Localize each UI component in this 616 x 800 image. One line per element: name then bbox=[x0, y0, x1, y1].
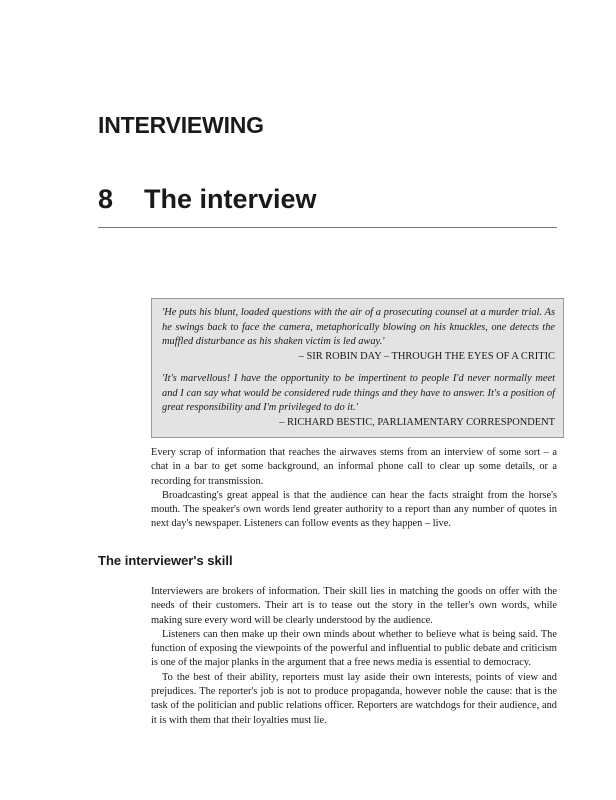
chapter-title: The interview bbox=[144, 184, 317, 214]
part-title: INTERVIEWING bbox=[98, 112, 264, 138]
epigraph-attribution: – RICHARD BESTIC, PARLIAMENTARY CORRESPONDENT bbox=[279, 416, 555, 428]
section-heading: The interviewer's skill bbox=[98, 553, 233, 568]
epigraph-attribution: – SIR ROBIN DAY – THROUGH THE EYES OF A CRITIC bbox=[298, 350, 555, 362]
epigraph-text: 'He puts his blunt, loaded questions with the air of a prosecuting counsel at a murder trial. As he swings back to face the camera, metaphorically blowing on his knuckles, one detects the muffled disturbance as his shaken victim is led away.' bbox=[162, 307, 555, 347]
epigraph-box bbox=[151, 298, 564, 438]
epigraph-quote bbox=[162, 306, 555, 364]
body-paragraph: Interviewers are brokers of information. Their skill lies in matching the goods on offer with the needs of their customers. Their art is to tease out the story in the teller's own words, while making sure every word will be clearly understood by the audience. bbox=[151, 586, 557, 626]
body-paragraph: Listeners can then make up their own minds about whether to believe what is being said. The function of exposing the viewpoints of the powerful and influential to public debate and criticism is one of the major planks in the argument that a free news media is essential to democracy. bbox=[151, 628, 557, 669]
body-paragraph: To the best of their ability, reporters must lay aside their own interests, points of view and prejudices. The reporter's job is not to produce propaganda, however noble the cause: that is the task of the politician and public relations officer. Reporters are watchdogs for their audience, and it is with them that their loyalties must lie. bbox=[151, 671, 557, 726]
intro-text bbox=[151, 446, 557, 532]
body-paragraph: Broadcasting's great appeal is that the audience can hear the facts straight from the horse's mouth. The speaker's own words lend greater authority to a report than any number of quotes in next day's newspaper. Listeners can follow events as they happen – live. bbox=[151, 489, 557, 530]
chapter-number: 8 bbox=[98, 184, 114, 214]
chapter-heading bbox=[98, 184, 558, 215]
epigraph-quote bbox=[162, 372, 555, 430]
body-paragraph: Every scrap of information that reaches the airwaves stems from an interview of some sort – a chat in a bar to get some background, an informal phone call to clear up some details, or a recording for transmission. bbox=[151, 447, 557, 487]
epigraph-text: 'It's marvellous! I have the opportunity to be impertinent to people I'd never normally meet and I can say what would be considered rude things and they have to answer. It's a position of great responsibility and I'm privileged to do it.' bbox=[162, 373, 555, 413]
section-text bbox=[151, 585, 557, 728]
chapter-divider bbox=[98, 227, 557, 228]
